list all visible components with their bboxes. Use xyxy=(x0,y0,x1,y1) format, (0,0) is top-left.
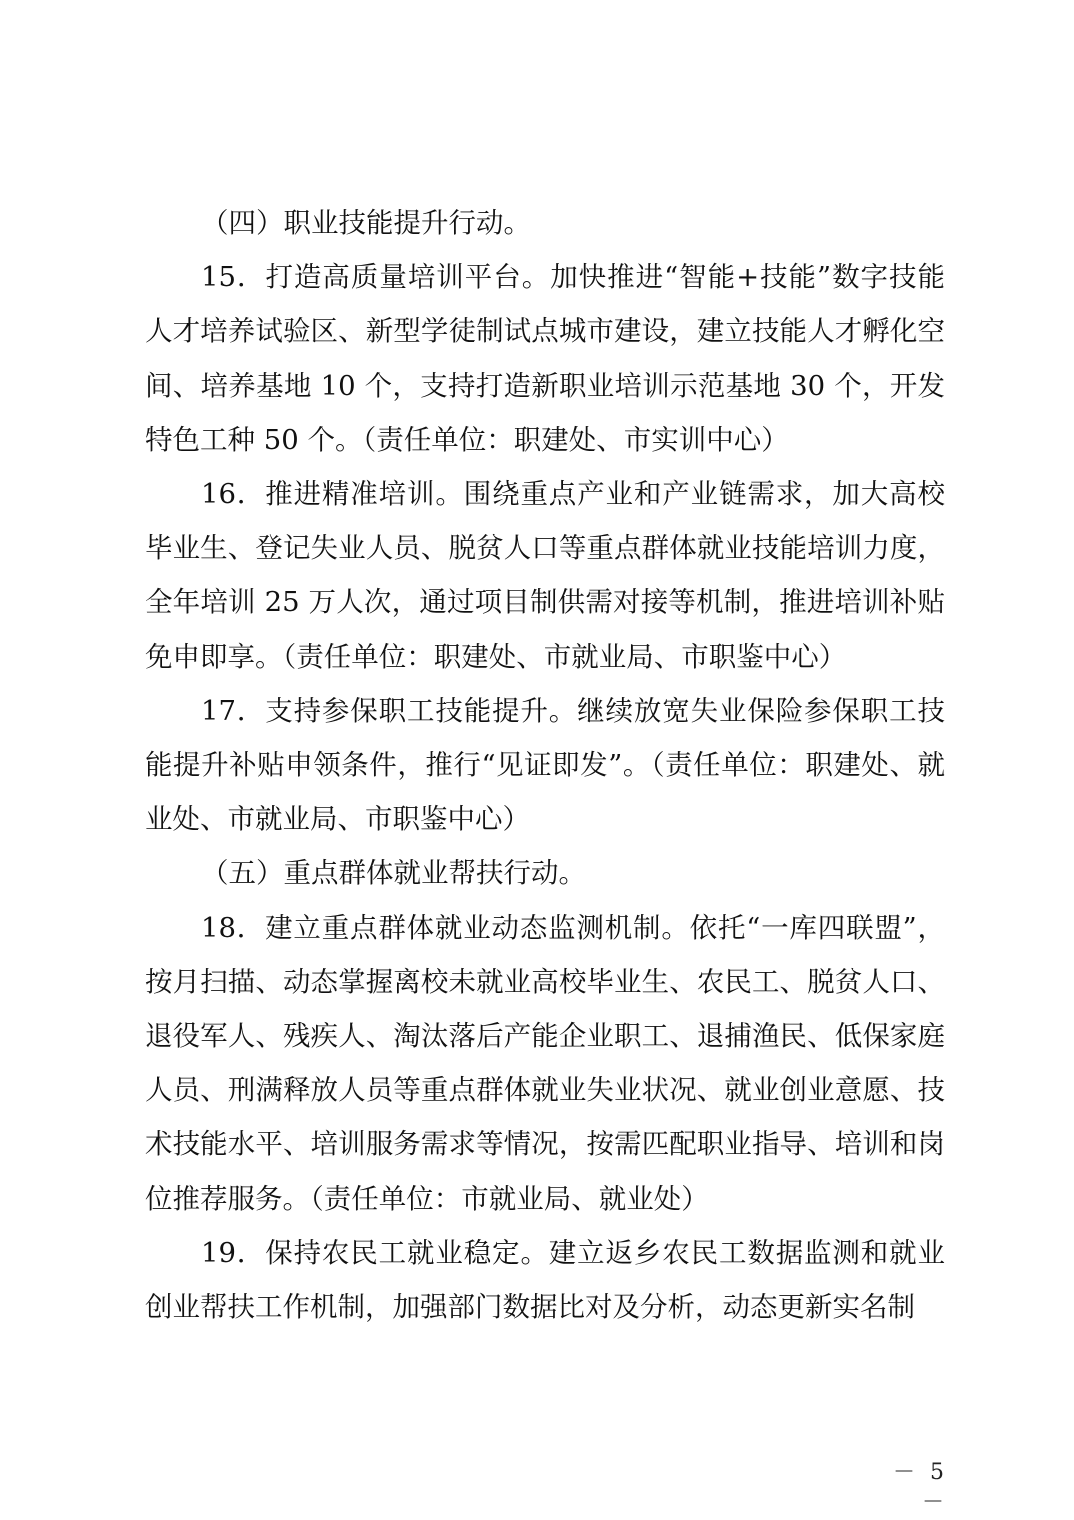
paragraph-item-19: 19．保持农民工就业稳定。建立返乡农民工数据监测和就业创业帮扶工作机制，加强部门数据比对及分析，动态更新实名制 xyxy=(145,1236,945,1324)
paragraph-item-17: 17．支持参保职工技能提升。继续放宽失业保险参保职工技能提升补贴申领条件，推行“见证即发”。（责任单位：职建处、就业处、市就业局、市职鉴中心） xyxy=(145,694,945,836)
paragraph-item-18: 18．建立重点群体就业动态监测机制。依托“一库四联盟”，按月扫描、动态掌握离校未就业高校毕业生、农民工、脱贫人口、退役军人、残疾人、淘汰落后产能企业职工、退捕渔民、低保家庭人员、刑满释放人员等重点群体就业失业状况、就业创业意愿、技术技能水平、培训服务需求等情况，按需匹配职业指导、培训和岗位推荐服务。（责任单位：市就业局、就业处） xyxy=(145,911,945,1215)
page-number: － 5 － xyxy=(893,1460,948,1515)
section-heading-five: （五）重点群体就业帮扶行动。 xyxy=(201,857,586,890)
document-body xyxy=(145,196,945,1334)
paragraph-item-16: 16．推进精准培训。围绕重点产业和产业链需求，加大高校毕业生、登记失业人员、脱贫人口等重点群体就业技能培训力度，全年培训 25 万人次，通过项目制供需对接等机制，推进培训补贴免申即享。（责任单位：职建处、市就业局、市职鉴中心） xyxy=(145,478,945,673)
section-heading-four: （四）职业技能提升行动。 xyxy=(201,207,531,239)
paragraph-item-15: 15．打造高质量培训平台。加快推进“智能+技能”数字技能人才培养试验区、新型学徒制试点城市建设，建立技能人才孵化空间、培养基地 10 个，支持打造新职业培训示范基地 30 个，开发特色工种 50 个。（责任单位：职建处、市实训中心） xyxy=(145,261,945,456)
